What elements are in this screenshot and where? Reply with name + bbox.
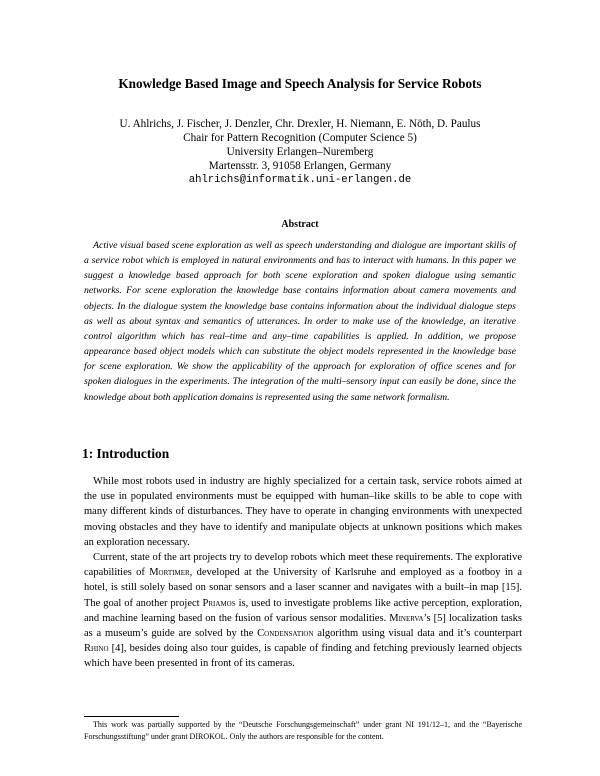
intro-p2-text-d: ’s [5] localization tasks as a museum’s guide are solved by the [84, 612, 522, 640]
author-email[interactable]: ahlrichs@informatik.uni-erlangen.de [188, 174, 412, 186]
project-rhino: Rhino [84, 643, 109, 655]
affiliation-university: University Erlangen–Nuremberg [226, 146, 374, 158]
intro-p2-text-a: Current, state of the art projects try to develop robots which meet these requirements. The explorative capabilities of [84, 552, 522, 579]
intro-paragraph-1: While most robots used in industry are highly specialized for a certain task, service robots aimed at the use in populated environments must be equipped with human–like skills to be able to cope with many different kinds of disturbances. They have to operate in changing environments with unexpected moving obstacles and they have to identify and manipulate objects at unknown positions which makes an exploration necessary. [84, 476, 522, 548]
footnote-divider [84, 716, 179, 717]
intro-p2-text-f: [4], besides doing also tour guides, is capable of finding and fetching previously learned objects which have been presented in front of its cameras. [84, 643, 522, 670]
project-minerva: Minerva [389, 612, 424, 624]
intro-p2-text-c: is, used to investigate problems like active perception, exploration, and machine learning based on the fusion of various sensor modalities. [84, 597, 522, 624]
affiliation-chair: Chair for Pattern Recognition (Computer Science 5) [183, 132, 417, 144]
author-list: U. Ahlrichs, J. Fischer, J. Denzler, Chr. Drexler, H. Niemann, E. Nöth, D. Paulus [119, 118, 481, 130]
introduction-body [84, 474, 522, 672]
affiliation-address: Martensstr. 3, 91058 Erlangen, Germany [208, 160, 392, 172]
algorithm-condensation: Condensation [257, 628, 314, 640]
funding-footnote: This work was partially supported by the “Deutsche Forschungsgemeinschaft” under grant NI 191/12–1, and the “Bayerische Forschungsstiftung” under grant DIROKOL. Only the authors are responsible for the content. [84, 720, 522, 741]
project-mortimer: Mortimer [149, 567, 190, 579]
intro-paragraph-2 [84, 550, 522, 672]
abstract-heading: Abstract [281, 219, 319, 230]
abstract-text: Active visual based scene exploration as well as speech understanding and dialogue are important skills of a service robot which is employed in natural environments and has to interact with humans. In this paper we suggest a knowledge based approach for both scene exploration and spoken dialogue using semantic networks. For scene exploration the knowledge base contains information about camera movements and objects. In the dialogue system the knowledge base contains information about the individual dialogue steps as well as about syntax and semantics of utterances. In order to make use of the knowledge, an iterative control algorithm which has real–time and any–time capabilities is applied. In addition, we propose appearance based object models which can substitute the object models represented in the knowledge base for scene exploration. We show the applicability of the approach for exploration of office scenes and for spoken dialogues in the experiments. The integration of the multi–sensory input can easily be done, since the knowledge about both application domains is represented using the same network formalism. [84, 240, 516, 403]
paper-title: Knowledge Based Image and Speech Analysis for Service Robots [118, 76, 482, 91]
project-priamos: Priamos [202, 597, 236, 609]
intro-p2-text-b: , developed at the University of Karlsruhe and employed as a footboy in a hotel, is still solely based on sonar sensors and a laser scanner and navigates with a built–in map [15]. The goal of another project [84, 567, 522, 609]
section-heading-introduction: 1: Introduction [82, 446, 170, 461]
intro-p2-text-e: algorithm using visual data and it’s counterpart [313, 628, 522, 640]
